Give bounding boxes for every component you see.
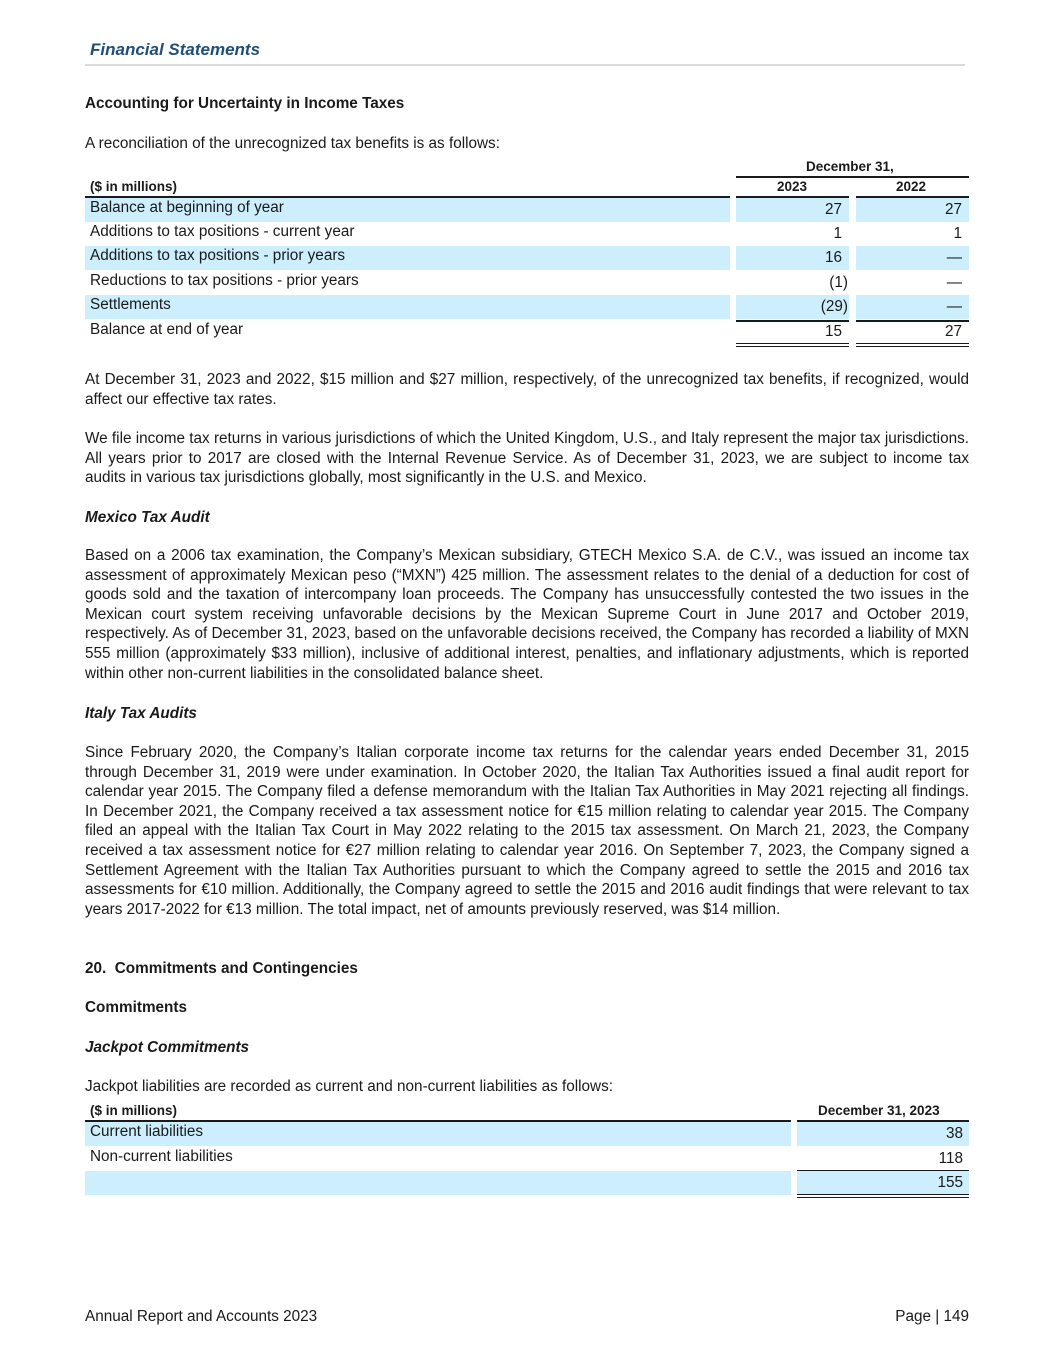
row-value: 118 [938,1150,963,1167]
row-value-2023: 15 [824,323,842,340]
page-header-title: Financial Statements [90,40,261,59]
row-value: 155 [937,1174,963,1191]
reconciliation-intro: A reconciliation of the unrecognized tax benefits is as follows: [85,135,500,152]
table1-period-header: December 31, [806,159,894,174]
table1-col-2022: 2022 [896,179,927,194]
row-value-2022: 27 [944,323,962,340]
row-value-2022: 27 [944,201,962,218]
table-row [85,1147,969,1171]
heading-italy-tax-audits: Italy Tax Audits [85,705,197,722]
row-value-2022: — [946,274,962,291]
table1-col-2023: 2023 [777,179,808,194]
table1-unit-label: ($ in millions) [90,179,178,194]
row-value-2023: 16 [824,249,842,266]
table-row [85,295,969,319]
table1-total-double-rule-2023 [736,343,849,347]
table-row [85,1171,969,1195]
row-value-2023: (29) [820,298,848,315]
row-value-2022: — [946,249,962,266]
heading-jackpot-commitments: Jackpot Commitments [85,1039,250,1056]
row-label: Current liabilities [90,1123,204,1140]
row-label: Reductions to tax positions - prior years [90,272,359,289]
row-label: Additions to tax positions - current year [90,223,355,240]
row-label: Balance at end of year [90,321,244,338]
table-row [85,246,969,270]
row-value-2022: 1 [953,225,962,242]
table-row [85,271,969,295]
paragraph-jurisdictions: We file income tax returns in various jurisdictions of which the United Kingdom, U.S., and Italy represent the major tax jurisdictions. All years prior to 2017 are closed with the Internal Revenue Service. As of December 31, 2023, we are subject to income tax audits in various tax jurisdictions globally, most significantly in the U.S. and Mexico. [85,430,969,487]
page-header [85,38,965,66]
paragraph-mexico-tax-audit: Based on a 2006 tax examination, the Company’s Mexican subsidiary, GTECH Mexico S.A. de C.V., was issued an income tax assessment of approximately Mexican peso (“MXN”) 425 million. The assessment relates to the denial of a deduction for cost of goods sold and the taxation of intercompany loan proceeds. The Company has unsuccessfully contested the two issues in the Mexican court system receiving unfavorable decisions by the Mexican Supreme Court in June 2017 and October 2019, respectively. As of December 31, 2023, based on the unfavorable decisions received, the Company has recorded a liability of MXN 555 million (approximately $33 million), inclusive of additional interest, penalties, and inflationary adjustments, which is reported within other non-current liabilities in the consolidated balance sheet. [85,547,969,682]
table-row [85,320,969,344]
row-label: Settlements [90,296,171,313]
row-label: Additions to tax positions - prior years [90,247,346,264]
row-value-2023: 1 [833,225,842,242]
heading-mexico-tax-audit: Mexico Tax Audit [85,509,210,526]
row-value-2023: (1) [829,274,848,291]
section-heading-uncertainty: Accounting for Uncertainty in Income Taxes [85,95,405,112]
table1-total-double-rule-2022 [856,343,969,347]
row-value: 38 [945,1125,963,1142]
row-value-2022: — [946,298,962,315]
heading-section-20: 20. Commitments and Contingencies [85,960,358,977]
table-row [85,222,969,246]
row-value-2023: 27 [824,201,842,218]
table2-col-header: December 31, 2023 [818,1103,940,1118]
table1-period-underline [736,176,969,178]
row-label: Balance at beginning of year [90,199,284,216]
paragraph-unrecognized-benefits: At December 31, 2023 and 2022, $15 million and $27 million, respectively, of the unrecognized tax benefits, if recognized, would affect our effective tax rates. [85,371,969,408]
row-label: Non-current liabilities [90,1148,233,1165]
table-row [85,198,969,222]
footer-page-number: Page | 149 [895,1308,969,1325]
table2-total-double-rule [797,1194,969,1198]
heading-commitments: Commitments [85,999,187,1016]
paragraph-italy-tax-audits: Since February 2020, the Company’s Italian corporate income tax returns for the calendar years ended December 31, 2015 through December 31, 2019 were under examination. In October 2020, the Italian Tax Authorities issued a final audit report for calendar year 2015. The Company filed a defense memorandum with the Italian Tax Authorities in May 2021 rejecting all findings. In December 2021, the Company received a tax assessment notice for €15 million relating to calendar year 2015. The Company filed an appeal with the Italian Tax Court in May 2022 relating to the 2015 tax assessment. On March 21, 2023, the Company received a tax assessment notice for €27 million relating to calendar year 2016. On September 7, 2023, the Company signed a Settlement Agreement with the Italian Tax Authorities pursuant to which the Company agreed to settle the 2015 and 2016 tax assessments for €10 million. Additionally, the Company agreed to settle the 2015 and 2016 audit findings that were relevant to tax years 2017-2022 for €13 million. The total impact, net of amounts previously reserved, was $14 million. [85,744,969,918]
table-row [85,1122,969,1146]
footer-report-title: Annual Report and Accounts 2023 [85,1308,318,1325]
table2-unit-label: ($ in millions) [90,1103,178,1118]
jackpot-intro: Jackpot liabilities are recorded as current and non-current liabilities as follows: [85,1078,613,1095]
